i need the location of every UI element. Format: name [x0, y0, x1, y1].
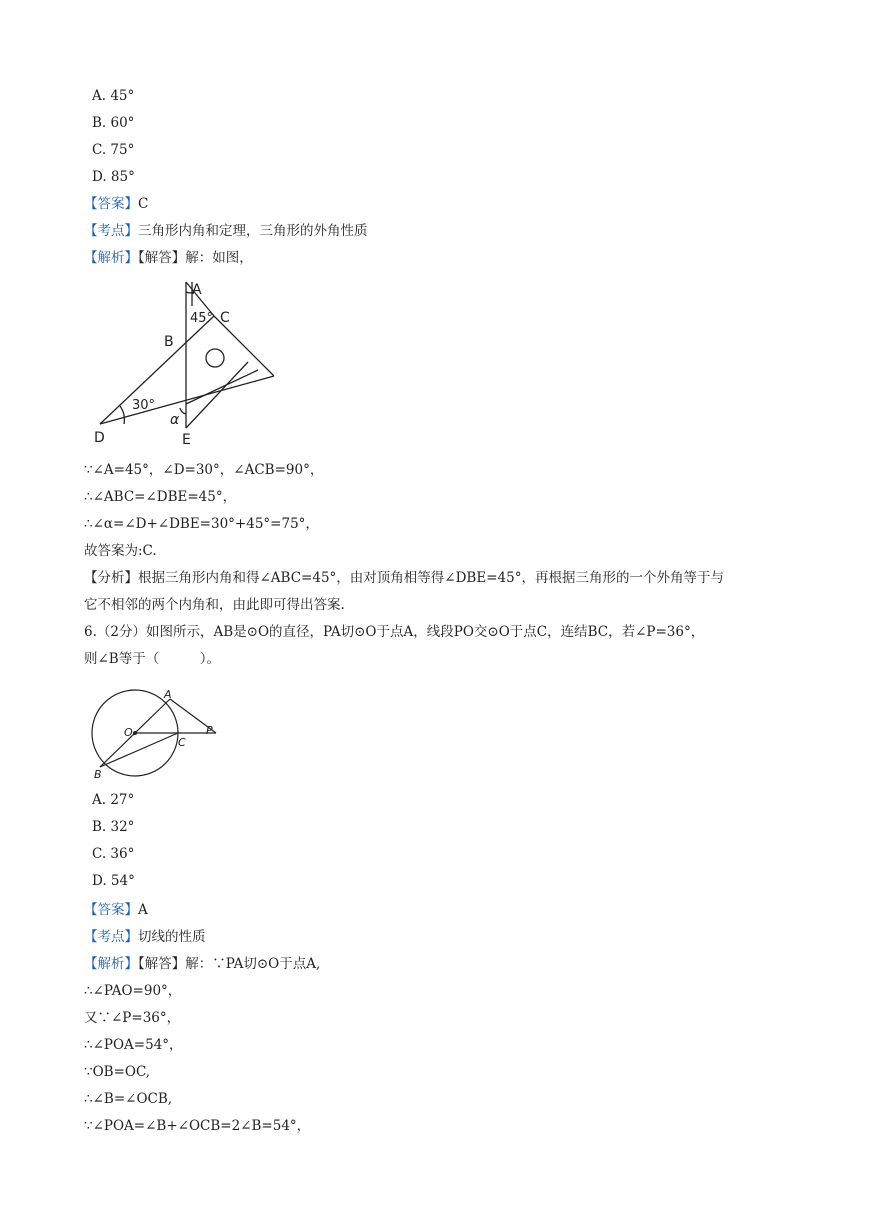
- q6-step-6: ∵∠POA=∠B+∠OCB=2∠B=54°，: [84, 1118, 311, 1134]
- label-angle-d: 30°: [132, 398, 156, 413]
- option-c: C. 75°: [92, 142, 135, 158]
- q6-analysis-text: 【解答】解：∵PA切⊙O于点A,: [138, 956, 321, 972]
- fenxi-line-1: [84, 568, 724, 588]
- label-c: C: [220, 310, 230, 326]
- fenxi-tag: 【分析】: [84, 570, 138, 586]
- label-alpha: α: [170, 412, 180, 428]
- label-b: B: [164, 334, 174, 350]
- center-dot: [133, 731, 137, 735]
- point-line: [84, 221, 368, 241]
- label-a: A: [192, 282, 202, 298]
- fenxi-line-2: 它不相邻的两个内角和，由此即可得出答案.: [84, 597, 345, 613]
- alpha-arc: [180, 408, 186, 414]
- label-angle-a: 45°: [190, 311, 214, 326]
- q6-point-line: [84, 927, 206, 947]
- q6-option-a: A. 27°: [92, 792, 135, 808]
- q6-answer-value: A: [138, 902, 148, 918]
- q6-stem-2: 则∠B等于（ ）。: [84, 651, 220, 667]
- q6-analysis-line: [84, 954, 320, 974]
- label-e: E: [182, 432, 191, 448]
- option-a: A. 45°: [92, 88, 135, 104]
- q6-option-d: D. 54°: [92, 873, 135, 889]
- fenxi-text-1: 根据三角形内角和得∠ABC=45°，由对顶角相等得∠DBE=45°，再根据三角形的一个外角等于与: [138, 570, 724, 586]
- q5-step-3: ∴∠α=∠D+∠DBE=30°+45°=75°，: [84, 516, 319, 532]
- angle-d-arc: [120, 406, 124, 424]
- inner-edge: [186, 370, 258, 404]
- label-p: P: [206, 724, 213, 737]
- q6-step-4: ∵OB=OC,: [84, 1064, 151, 1080]
- q5-step-1: ∵∠A=45°，∠D=30°，∠ACB=90°，: [84, 462, 324, 478]
- q6-step-5: ∴∠B=∠OCB,: [84, 1091, 173, 1107]
- label-a: A: [164, 688, 172, 701]
- q5-figure: [88, 276, 288, 452]
- q6-answer-line: [84, 900, 148, 920]
- option-d: D. 85°: [92, 169, 135, 185]
- q6-option-c: C. 36°: [92, 846, 135, 862]
- q5-step-4: 故答案为:C.: [84, 543, 157, 559]
- option-b: B. 60°: [92, 115, 135, 131]
- q6-point-tag: 【考点】: [84, 929, 138, 945]
- answer-value: C: [138, 196, 149, 212]
- q6-figure: [86, 686, 222, 786]
- label-o: O: [124, 726, 133, 739]
- q6-step-3: ∴∠POA=54°，: [84, 1037, 183, 1053]
- q6-answer-tag: 【答案】: [84, 902, 138, 918]
- label-c: C: [178, 736, 186, 749]
- label-b: B: [94, 768, 102, 781]
- hole-circle: [206, 349, 224, 367]
- edge-e: [186, 362, 248, 428]
- point-tag: 【考点】: [84, 223, 138, 239]
- q6-option-b: B. 32°: [92, 819, 135, 835]
- answer-line: [84, 194, 148, 214]
- q6-stem-1: 6.（2分）如图所示，AB是⊙O的直径，PA切⊙O于点A，线段PO交⊙O于点C，连结BC，若∠P=36°，: [84, 624, 705, 640]
- analysis-line: [84, 248, 253, 268]
- q6-step-1: ∴∠PAO=90°，: [84, 983, 182, 999]
- analysis-tag: 【解析】: [84, 250, 138, 266]
- q6-step-2: 又∵∠P=36°，: [84, 1010, 181, 1026]
- point-text: 三角形内角和定理，三角形的外角性质: [138, 223, 368, 239]
- label-d: D: [94, 430, 105, 446]
- q5-step-2: ∴∠ABC=∠DBE=45°，: [84, 489, 237, 505]
- answer-tag: 【答案】: [84, 196, 138, 212]
- analysis-text: 【解答】解：如图，: [138, 250, 253, 266]
- q6-analysis-tag: 【解析】: [84, 956, 138, 972]
- q6-point-text: 切线的性质: [138, 929, 206, 945]
